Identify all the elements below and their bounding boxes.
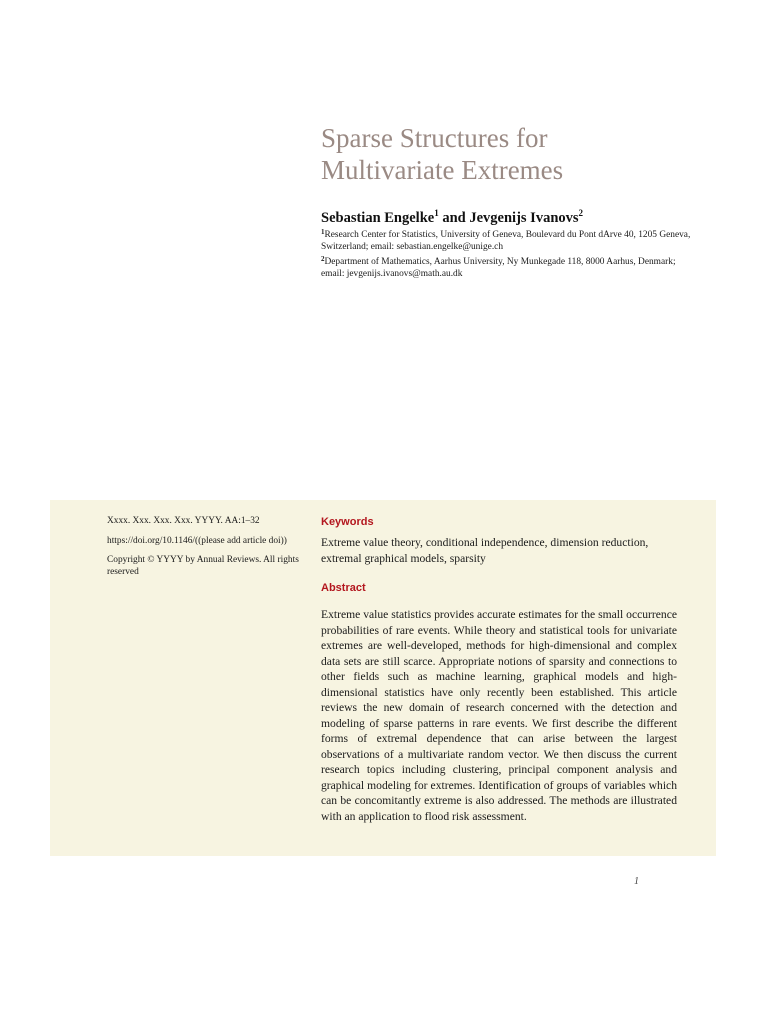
doi-link[interactable]: https://doi.org/10.1146/((please add article doi)): [107, 535, 287, 546]
article-info-sidebar: [107, 516, 302, 586]
affiliation-mark: 1: [434, 208, 439, 218]
copyright-text: Copyright © YYYY by Annual Reviews. All rights reserved: [107, 555, 299, 577]
page-number: 1: [634, 876, 639, 887]
affiliations: [321, 226, 691, 280]
affiliation-mark: 2: [321, 255, 325, 263]
affiliation-mark: 1: [321, 228, 325, 236]
title-line-1: Sparse Structures for: [321, 123, 548, 153]
abstract-text: Extreme value statistics provides accurate estimates for the small occurrence probabilities of rare events. While theory and statistical tools for univariate extremes are well-developed, methods for high-dimensional and complex data sets are still scarce. Appropriate notions of sparsity and connections to other fields such as machine learning, graphical models and high-dimensional statistics have only recently been established. This article reviews the new domain of research concerned with the detection and modeling of sparse patterns in rare events. We first describe the different forms of extremal dependence that can arise between the largest observations of a multivariate random vector. We then discuss the current research topics including clustering, principal component analysis and graphical modeling for extremes. Identification of groups of variables which can be concomitantly extreme is also addressed. The methods are illustrated with an application to flood risk assessment.: [321, 608, 677, 823]
keywords-text: Extreme value theory, conditional independence, dimension reduction, extremal graphical models, sparsity: [321, 536, 649, 565]
title-line-2: Multivariate Extremes: [321, 155, 564, 185]
author-name: Sebastian Engelke: [321, 210, 435, 226]
author-list: [321, 203, 721, 228]
affiliation-entry: [321, 226, 691, 253]
abstract-heading: Abstract: [321, 582, 366, 594]
author-conjunction: and: [438, 210, 470, 226]
paper-title: [321, 122, 721, 186]
citation-text: Xxxx. Xxx. Xxx. Xxx. YYYY. AA:1–32: [107, 516, 260, 526]
affiliation-text: Department of Mathematics, Aarhus University, Ny Munkegade 118, 8000 Aarhus, Denmark; email: jevgenijs.ivanovs@math.au.dk: [321, 257, 676, 279]
keywords-heading: Keywords: [321, 516, 374, 528]
affiliation-entry: [321, 253, 691, 280]
author-name: Jevgenijs Ivanovs: [469, 210, 579, 226]
affiliation-text: Research Center for Statistics, University of Geneva, Boulevard du Pont dArve 40, 1205 Geneva, Switzerland; email: sebastian.engelke@unige.ch: [321, 230, 691, 252]
affiliation-mark: 2: [578, 208, 584, 218]
